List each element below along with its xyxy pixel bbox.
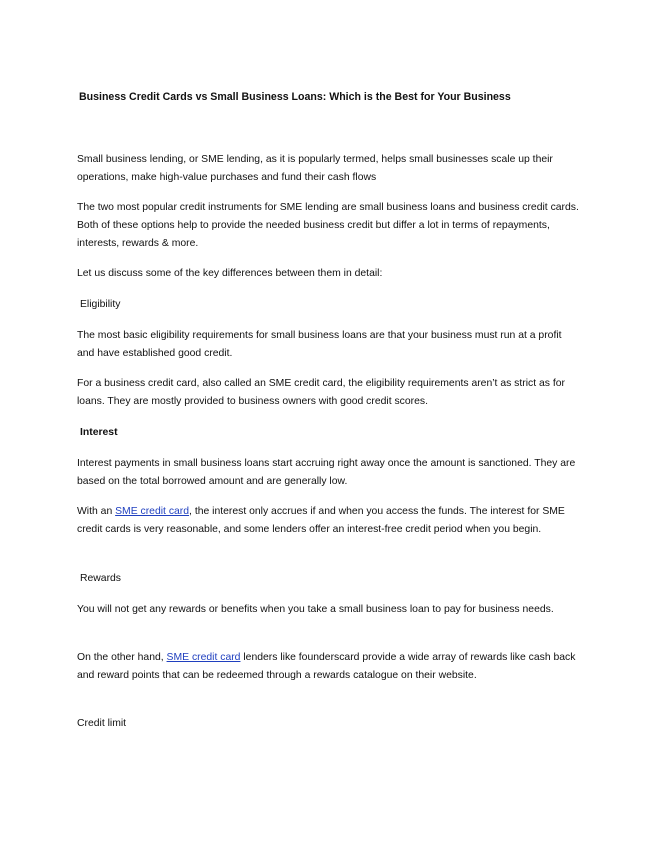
rewards-loans-paragraph: You will not get any rewards or benefits when you take a small business loan to pay for business needs. bbox=[77, 604, 554, 615]
interest-cards-text-before: With an bbox=[77, 506, 116, 517]
interest-cards-text-after: , the interest only accrues if and when you access the funds. The interest for SME credit cards is very reasonable, and some lenders offer an interest-free credit period when you begin. bbox=[77, 506, 565, 535]
rewards-cards-text-before: On the other hand, bbox=[77, 652, 167, 663]
interest-loans-paragraph: Interest payments in small business loans start accruing right away once the amount is sanctioned. They are based on the total borrowed amount and are generally low. bbox=[77, 458, 576, 487]
discuss-paragraph: Let us discuss some of the key differences between them in detail: bbox=[77, 268, 383, 279]
document-title: Business Credit Cards vs Small Business Loans: Which is the Best for Your Business bbox=[79, 91, 511, 103]
interest-heading: Interest bbox=[80, 427, 118, 438]
intro-paragraph: Small business lending, or SME lending, as it is popularly termed, helps small businesses scale up their operations, make high-value purchases and fund their cash flows bbox=[77, 154, 553, 183]
interest-cards-paragraph bbox=[77, 503, 580, 539]
rewards-cards-paragraph bbox=[77, 649, 580, 685]
credit-instruments-paragraph: The two most popular credit instruments for SME lending are small business loans and business credit cards. Both of these options help to provide the needed business credit but differ a lot in terms of repayments, interests, rewards & more. bbox=[77, 202, 579, 249]
eligibility-heading: Eligibility bbox=[80, 299, 121, 310]
eligibility-cards-paragraph: For a business credit card, also called an SME credit card, the eligibility requirements aren’t as strict as for loans. They are mostly provided to business owners with good credit scores. bbox=[77, 378, 565, 407]
rewards-cards-text-after: lenders like founderscard provide a wide array of rewards like cash back and reward points that can be redeemed through a rewards catalogue on their website. bbox=[77, 652, 576, 681]
credit-limit-heading: Credit limit bbox=[77, 718, 127, 729]
rewards-heading: Rewards bbox=[80, 573, 121, 584]
eligibility-loans-paragraph: The most basic eligibility requirements for small business loans are that your business must run at a profit and have established good credit. bbox=[77, 330, 562, 359]
sme-credit-card-link[interactable]: SME credit card bbox=[115, 506, 190, 517]
sme-credit-card-link[interactable]: SME credit card bbox=[166, 652, 241, 663]
